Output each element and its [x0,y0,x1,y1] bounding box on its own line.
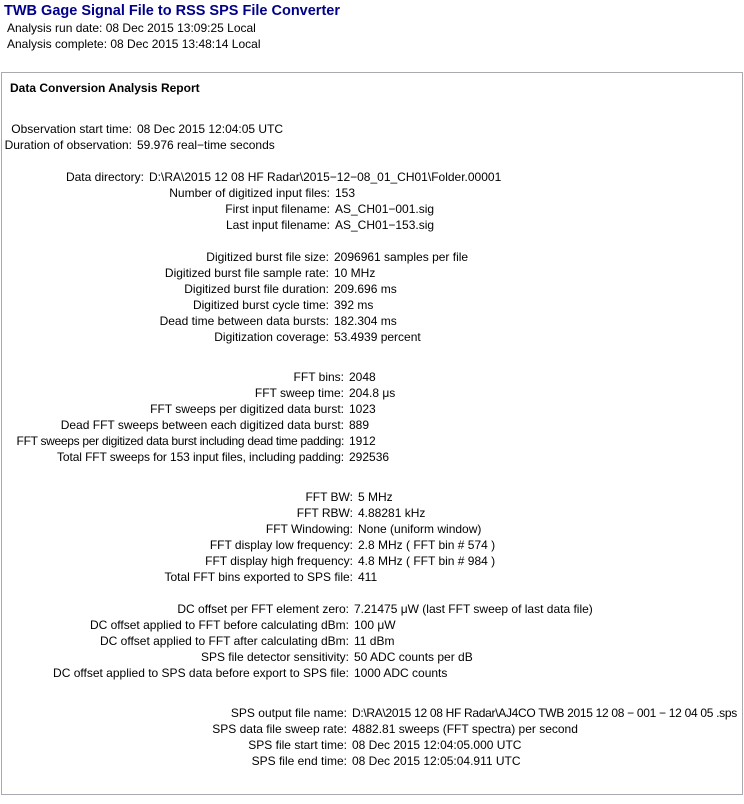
row-label: Data directory: [65,170,144,184]
row-value: AS_CH01−001.sig [335,202,435,216]
report-section [2,369,742,465]
row-label: Duration of observation: [4,138,132,152]
row-value: 10 MHz [334,266,376,280]
row-label: Observation start time: [11,122,132,136]
row-value: 4.88281 kHz [358,506,426,520]
row-label: FFT Windowing: [265,522,353,536]
report-section [2,121,742,153]
row-value: 889 [349,418,370,432]
report-section [2,169,742,233]
row-label: DC offset applied to FFT after calculating dBm: [99,634,349,648]
row-value: 204.8 μs [349,386,396,400]
row-value: 50 ADC counts per dB [354,650,473,664]
report-row [2,201,742,217]
report-row [2,385,742,401]
page-title: TWB Gage Signal File to RSS SPS File Converter [4,3,340,19]
row-label: SPS data file sweep rate: [212,722,347,736]
report-row [2,217,742,233]
report-row [2,281,742,297]
report-row [2,521,742,537]
row-value: 182.304 ms [334,314,397,328]
report-row [2,553,742,569]
row-label: Dead FFT sweeps between each digitized data burst: [60,418,344,432]
row-value: 08 Dec 2015 12:05:04.911 UTC [352,754,521,768]
row-value: 411 [358,570,378,584]
row-label: FFT BW: [305,490,353,504]
report-row [2,449,742,465]
report-row [2,601,742,617]
row-value: 7.21475 μW (last FFT sweep of last data file) [354,602,593,616]
row-label: First input filename: [225,202,330,216]
row-value: AS_CH01−153.sig [335,218,435,232]
row-value: 59.976 real−time seconds [137,138,275,152]
row-label: Dead time between data bursts: [159,314,329,328]
row-label: Total FFT bins exported to SPS file: [164,570,353,584]
row-label: Digitized burst file duration: [184,282,329,296]
report-row [2,121,742,137]
report-row [2,505,742,521]
report-section [2,705,742,769]
row-label: SPS file detector sensitivity: [200,650,349,664]
row-value: 1023 [349,402,376,416]
row-value: 392 ms [334,298,374,312]
row-label: Digitization coverage: [214,330,329,344]
row-value: 1000 ADC counts [354,666,448,680]
report-row [2,705,742,721]
report-row [2,417,742,433]
row-value: 153 [335,186,356,200]
report-row [2,649,742,665]
row-label: FFT RBW: [296,506,353,520]
row-value: 4.8 MHz ( FFT bin # 984 ) [358,554,496,568]
report-row [2,433,742,449]
row-label: Number of digitized input files: [169,186,330,200]
analysis-run-date: Analysis run date: 08 Dec 2015 13:09:25 Local [7,21,256,35]
row-value: 08 Dec 2015 12:04:05 UTC [137,122,284,136]
report-section [2,489,742,585]
row-label: SPS file end time: [251,754,347,768]
row-value: 4882.81 sweeps (FFT spectra) per second [352,722,578,736]
report-row [2,369,742,385]
report-title: Data Conversion Analysis Report [10,81,200,95]
row-label: DC offset applied to SPS data before export to SPS file: [53,666,349,680]
report-row [2,665,742,681]
report-row [2,185,742,201]
row-value: 2096961 samples per file [334,250,469,264]
row-label: FFT display low frequency: [209,538,353,552]
row-label: FFT sweep time: [254,386,344,400]
window-header [0,0,744,52]
report-row [2,721,742,737]
row-label: DC offset applied to FFT before calculating dBm: [89,618,349,632]
row-label: DC offset per FFT element zero: [177,602,349,616]
row-label: FFT display high frequency: [205,554,353,568]
report-row [2,753,742,769]
row-value: 11 dBm [354,634,395,648]
row-value: 1912 [349,434,376,448]
report-row [2,329,742,345]
row-value: 53.4939 percent [334,330,421,344]
row-value: 2.8 MHz ( FFT bin # 574 ) [358,538,496,552]
row-label: Digitized burst file sample rate: [164,266,329,280]
report-section [2,601,742,681]
report-row [2,249,742,265]
row-label: SPS output file name: [230,706,347,720]
row-value: 209.696 ms [334,282,397,296]
report-row [2,169,742,185]
report-row [2,617,742,633]
analysis-complete: Analysis complete: 08 Dec 2015 13:48:14 Local [7,37,261,51]
report-sections [2,121,742,769]
row-label: FFT sweeps per digitized data burst: [150,402,344,416]
row-label: SPS file start time: [248,738,347,752]
row-label: Last input filename: [225,218,330,232]
report-row [2,569,742,585]
report-row [2,489,742,505]
report-row [2,137,742,153]
report-row [2,265,742,281]
row-label: Digitized burst cycle time: [192,298,329,312]
report-row [2,633,742,649]
row-label: FFT bins: [293,370,344,384]
row-value: 5 MHz [358,490,393,504]
row-label: Total FFT sweeps for 153 input files, including padding: [56,450,344,464]
report-row [2,313,742,329]
report-row [2,401,742,417]
report-row [2,737,742,753]
report-row [2,537,742,553]
row-value: D:\RA\2015 12 08 HF Radar\2015−12−08_01_CH01\Folder.00001 [149,170,502,184]
report-row [2,297,742,313]
row-label: Digitized burst file size: [206,250,329,264]
row-value: D:\RA\2015 12 08 HF Radar\AJ4CO TWB 2015 12 08 − 001 − 12 04 05 .sps [352,706,737,720]
row-value: None (uniform window) [358,522,482,536]
row-value: 100 μW [354,618,396,632]
report-section [2,249,742,345]
row-value: 08 Dec 2015 12:04:05.000 UTC [352,738,522,752]
row-value: 2048 [349,370,376,384]
row-label: FFT sweeps per digitized data burst including dead time padding: [16,434,344,448]
row-value: 292536 [349,450,390,464]
report-panel [1,72,743,795]
